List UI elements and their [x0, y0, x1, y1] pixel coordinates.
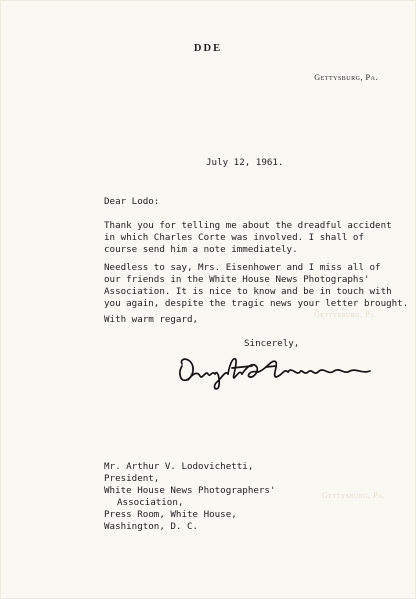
paragraph-line: Needless to say, Mrs. Eisenhower and I miss all of	[104, 262, 381, 273]
show-through-stamp: Gettysburg, Pa.	[322, 491, 386, 500]
show-through-stamp: Gettysburg, Pa.	[314, 310, 378, 319]
closing-line: With warm regard,	[104, 314, 199, 325]
paragraph-line: course send him a note immediately.	[104, 244, 298, 255]
sign-off: Sincerely,	[244, 338, 300, 349]
address-line: Association,	[117, 497, 184, 508]
letterhead-initials: DDE	[193, 43, 223, 54]
paragraph-line: Thank you for telling me about the dreadful accident	[104, 220, 392, 231]
paragraph-line: in which Charles Corte was involved. I shall of	[104, 232, 364, 243]
recipient-address	[104, 461, 275, 533]
address-line: President,	[104, 473, 160, 484]
address-line: White House News Photographers'	[104, 485, 276, 496]
salutation: Dear Lodo:	[104, 196, 160, 207]
address-line: Mr. Arthur V. Lodovichetti,	[104, 461, 254, 472]
handwritten-signature	[174, 350, 384, 390]
letterhead-place: Gettysburg, Pa.	[314, 73, 378, 82]
paragraph-line: our friends in the White House News Photographs'	[104, 274, 370, 285]
address-line: Press Room, White House,	[104, 509, 237, 520]
paragraph-line: Association. It is nice to know and be in touch with	[104, 286, 392, 297]
address-line: Washington, D. C.	[104, 521, 199, 532]
paragraph-line: you again, despite the tragic news your letter brought.	[104, 298, 409, 309]
letter-date: July 12, 1961.	[206, 157, 284, 168]
paragraph-1	[104, 220, 392, 256]
paragraph-2	[104, 262, 408, 310]
